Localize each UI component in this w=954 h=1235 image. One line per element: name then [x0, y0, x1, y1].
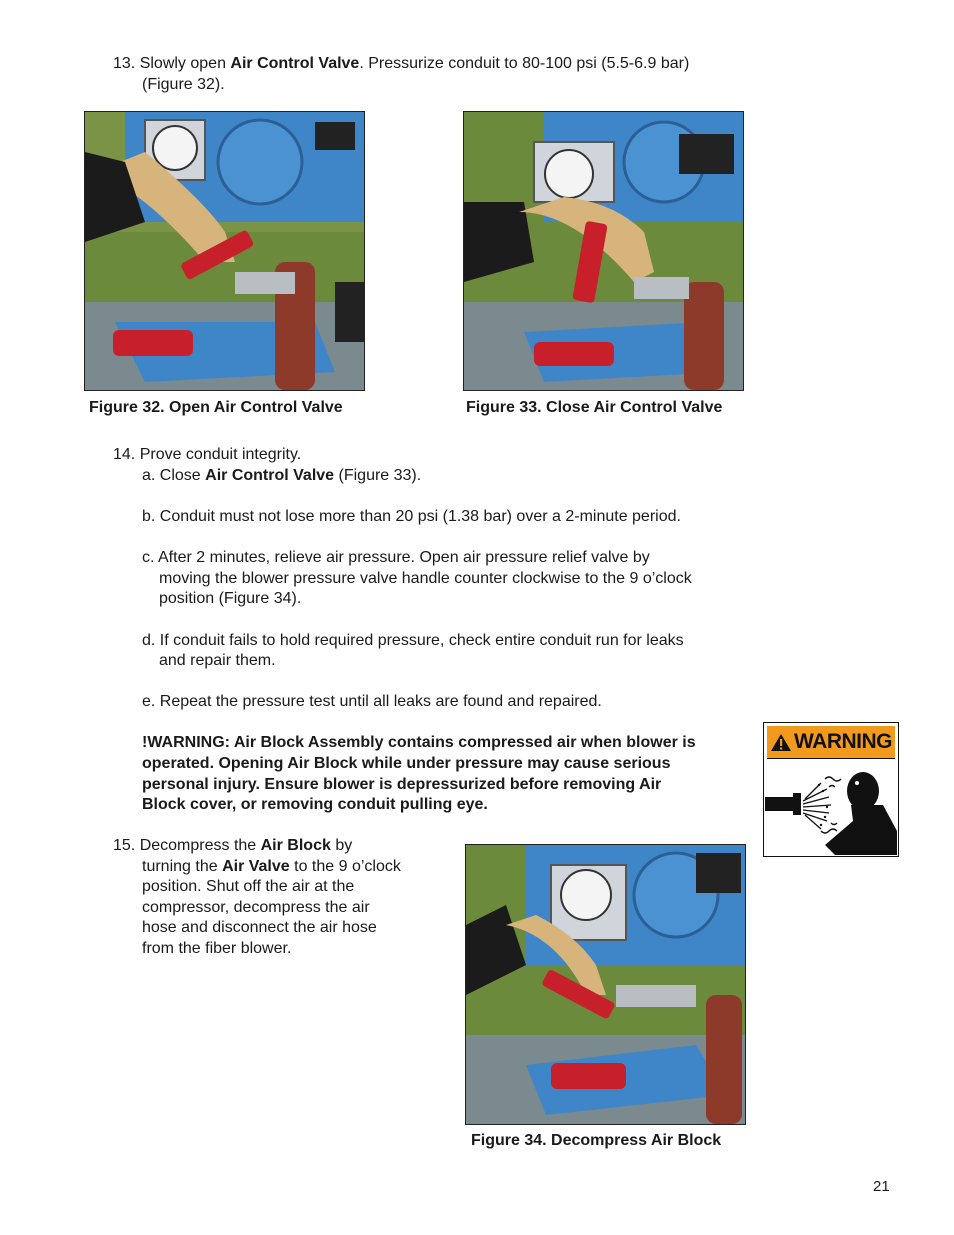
step-15-line-3: position. Shut off the air at the: [142, 878, 355, 895]
step-14-c-line-3: position (Figure 34).: [159, 590, 302, 607]
figure-32-photo: [84, 111, 365, 391]
step-13-bold-term: Air Control Valve: [230, 55, 360, 72]
step-15-line-2: [142, 857, 401, 878]
step-14-a: [142, 466, 421, 487]
warning-line-4: Block cover, or removing conduit pulling eye.: [142, 796, 488, 813]
warning-sign-header: [767, 726, 895, 759]
step-14-a-prefix: a. Close: [142, 467, 206, 484]
step-15-line-2-suffix: to the 9 o’clock: [289, 858, 401, 875]
step-14-c-line-2: moving the blower pressure valve handle counter clockwise to the 9 o’clock: [159, 570, 692, 587]
figure-33-photo: [463, 111, 744, 391]
figure-33-caption: Figure 33. Close Air Control Valve: [466, 399, 723, 416]
compressed-air-hazard-icon: [765, 761, 897, 855]
step-15-suffix: by: [330, 837, 353, 854]
warning-triangle-icon: [770, 733, 792, 752]
figure-34-caption: Figure 34. Decompress Air Block: [471, 1132, 722, 1149]
figure-34-photo: [465, 844, 746, 1125]
warning-sign-word: WARNING: [794, 729, 892, 753]
step-14-a-suffix: (Figure 33).: [334, 467, 422, 484]
step-15-bold-air-block: Air Block: [260, 837, 331, 854]
step-13-line-1: [113, 54, 689, 75]
warning-line-2: operated. Opening Air Block while under pressure may cause serious: [142, 755, 671, 772]
warning-line-3: personal injury. Ensure blower is depressurized before removing Air: [142, 776, 662, 793]
step-13-line-2: (Figure 32).: [142, 76, 225, 93]
step-15-line-5: hose and disconnect the air hose: [142, 919, 377, 936]
warning-sign: [763, 722, 899, 857]
step-15-line-6: from the fiber blower.: [142, 940, 292, 957]
step-13-text: . Pressurize conduit to 80-100 psi (5.5-6.9 bar): [359, 55, 690, 72]
step-14-b: b. Conduit must not lose more than 20 psi (1.38 bar) over a 2-minute period.: [142, 508, 681, 525]
step-15-bold-air-valve: Air Valve: [222, 858, 290, 875]
step-15-line-2-prefix: turning the: [142, 858, 223, 875]
step-15-line-1: [113, 836, 352, 857]
figure-32-caption: Figure 32. Open Air Control Valve: [89, 399, 343, 416]
step-14-title: 14. Prove conduit integrity.: [113, 446, 302, 463]
warning-line-1: !WARNING: Air Block Assembly contains compressed air when blower is: [142, 734, 696, 751]
step-14-e: e. Repeat the pressure test until all leaks are found and repaired.: [142, 693, 602, 710]
step-15-prefix: 15. Decompress the: [113, 837, 261, 854]
step-14-c-line-1: c. After 2 minutes, relieve air pressure. Open air pressure relief valve by: [142, 549, 650, 566]
step-15-line-4: compressor, decompress the air: [142, 899, 370, 916]
step-13-number: 13. Slowly open: [113, 55, 231, 72]
step-14-d-line-2: and repair them.: [159, 652, 276, 669]
step-14-a-bold-term: Air Control Valve: [205, 467, 335, 484]
step-14-d-line-1: d. If conduit fails to hold required pressure, check entire conduit run for leaks: [142, 632, 684, 649]
page-number: 21: [873, 1178, 890, 1195]
